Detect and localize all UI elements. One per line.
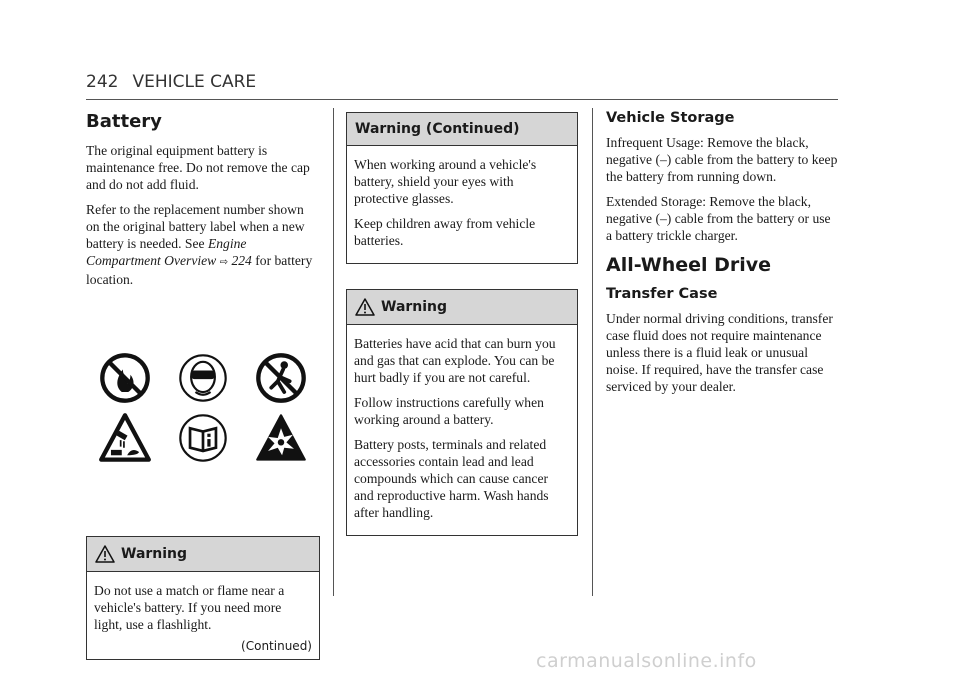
- battery-para-2: [86, 201, 320, 288]
- warning-acid-text: Batteries have acid that can burn you and gas that can explode. You can be hurt badly if you are not careful.: [354, 336, 556, 385]
- warning-title: Warning: [121, 546, 188, 562]
- vehicle-storage-heading: Vehicle Storage: [606, 110, 735, 126]
- page-header: [86, 72, 256, 92]
- warning-triangle-icon: [355, 298, 375, 316]
- warning-triangle-icon: [95, 545, 115, 563]
- awd-heading: All-Wheel Drive: [606, 254, 772, 276]
- battery-para-2-text: Refer to the replacement number shown on the original battery label when a new battery is needed. See: [86, 202, 305, 251]
- storage-infrequent-text: Infrequent Usage: Remove the black, negative (–) cable from the battery to keep the battery from running down.: [606, 135, 838, 184]
- no-flame-icon: [98, 351, 152, 405]
- read-manual-icon: [176, 411, 230, 465]
- storage-extended-text: Extended Storage: Remove the black, negative (–) cable from the battery or use a battery trickle charger.: [606, 194, 831, 243]
- battery-heading: Battery: [86, 111, 162, 132]
- section-title: VEHICLE CARE: [132, 72, 257, 92]
- warning-box-acid: [346, 289, 578, 536]
- page-number: 242: [86, 72, 119, 92]
- warning-eye-text: When working around a vehicle's battery, shield your eyes with protective glasses.: [354, 157, 537, 206]
- warning-title: Warning: [381, 299, 448, 315]
- warning-header: [347, 290, 577, 325]
- transfer-case-text: Under normal driving conditions, transfer case fluid does not require maintenance unless there is a fluid leak or unusual noise. If required, have the transfer case serviced by your dealer.: [606, 311, 833, 394]
- warning-box-continued: [346, 112, 578, 264]
- warning-continued-title: Warning (Continued): [355, 121, 520, 137]
- column-right: [606, 108, 838, 403]
- warning-body: Do not use a match or flame near a vehicle's battery. If you need more light, use a flashlight.: [94, 583, 285, 632]
- xref-title: Engine Compartment Overview: [86, 236, 247, 268]
- column-left: [86, 108, 320, 660]
- battery-warning-symbols: [86, 348, 320, 468]
- column-divider: [333, 108, 334, 596]
- warning-instructions-text: Follow instructions carefully when working around a battery.: [354, 395, 544, 427]
- acid-hazard-icon: [98, 411, 152, 465]
- continued-label: (Continued): [241, 639, 312, 653]
- page-ref-icon: ⇨: [219, 257, 229, 268]
- warning-children-text: Keep children away from vehicle batteries.: [354, 216, 536, 248]
- explosion-hazard-icon: [254, 411, 308, 465]
- xref-page: 224: [231, 253, 252, 268]
- header-rule: [86, 99, 838, 100]
- transfer-case-heading: Transfer Case: [606, 286, 718, 302]
- keep-children-away-icon: [254, 351, 308, 405]
- battery-para-2-end: for battery location.: [86, 253, 313, 287]
- warning-box-flame: [86, 536, 320, 660]
- watermark: carmanualsonline.info: [536, 650, 757, 672]
- warning-header: [347, 113, 577, 146]
- battery-para-1: The original equipment battery is maintenance free. Do not remove the cap and do not add fluid.: [86, 143, 310, 192]
- column-divider: [592, 108, 593, 596]
- warning-lead-text: Battery posts, terminals and related accessories contain lead and lead compounds which can cause cancer and reproductive harm. Wash hands after handling.: [354, 437, 549, 520]
- eye-protection-icon: [176, 351, 230, 405]
- column-middle: [346, 112, 578, 536]
- warning-header: [87, 537, 319, 572]
